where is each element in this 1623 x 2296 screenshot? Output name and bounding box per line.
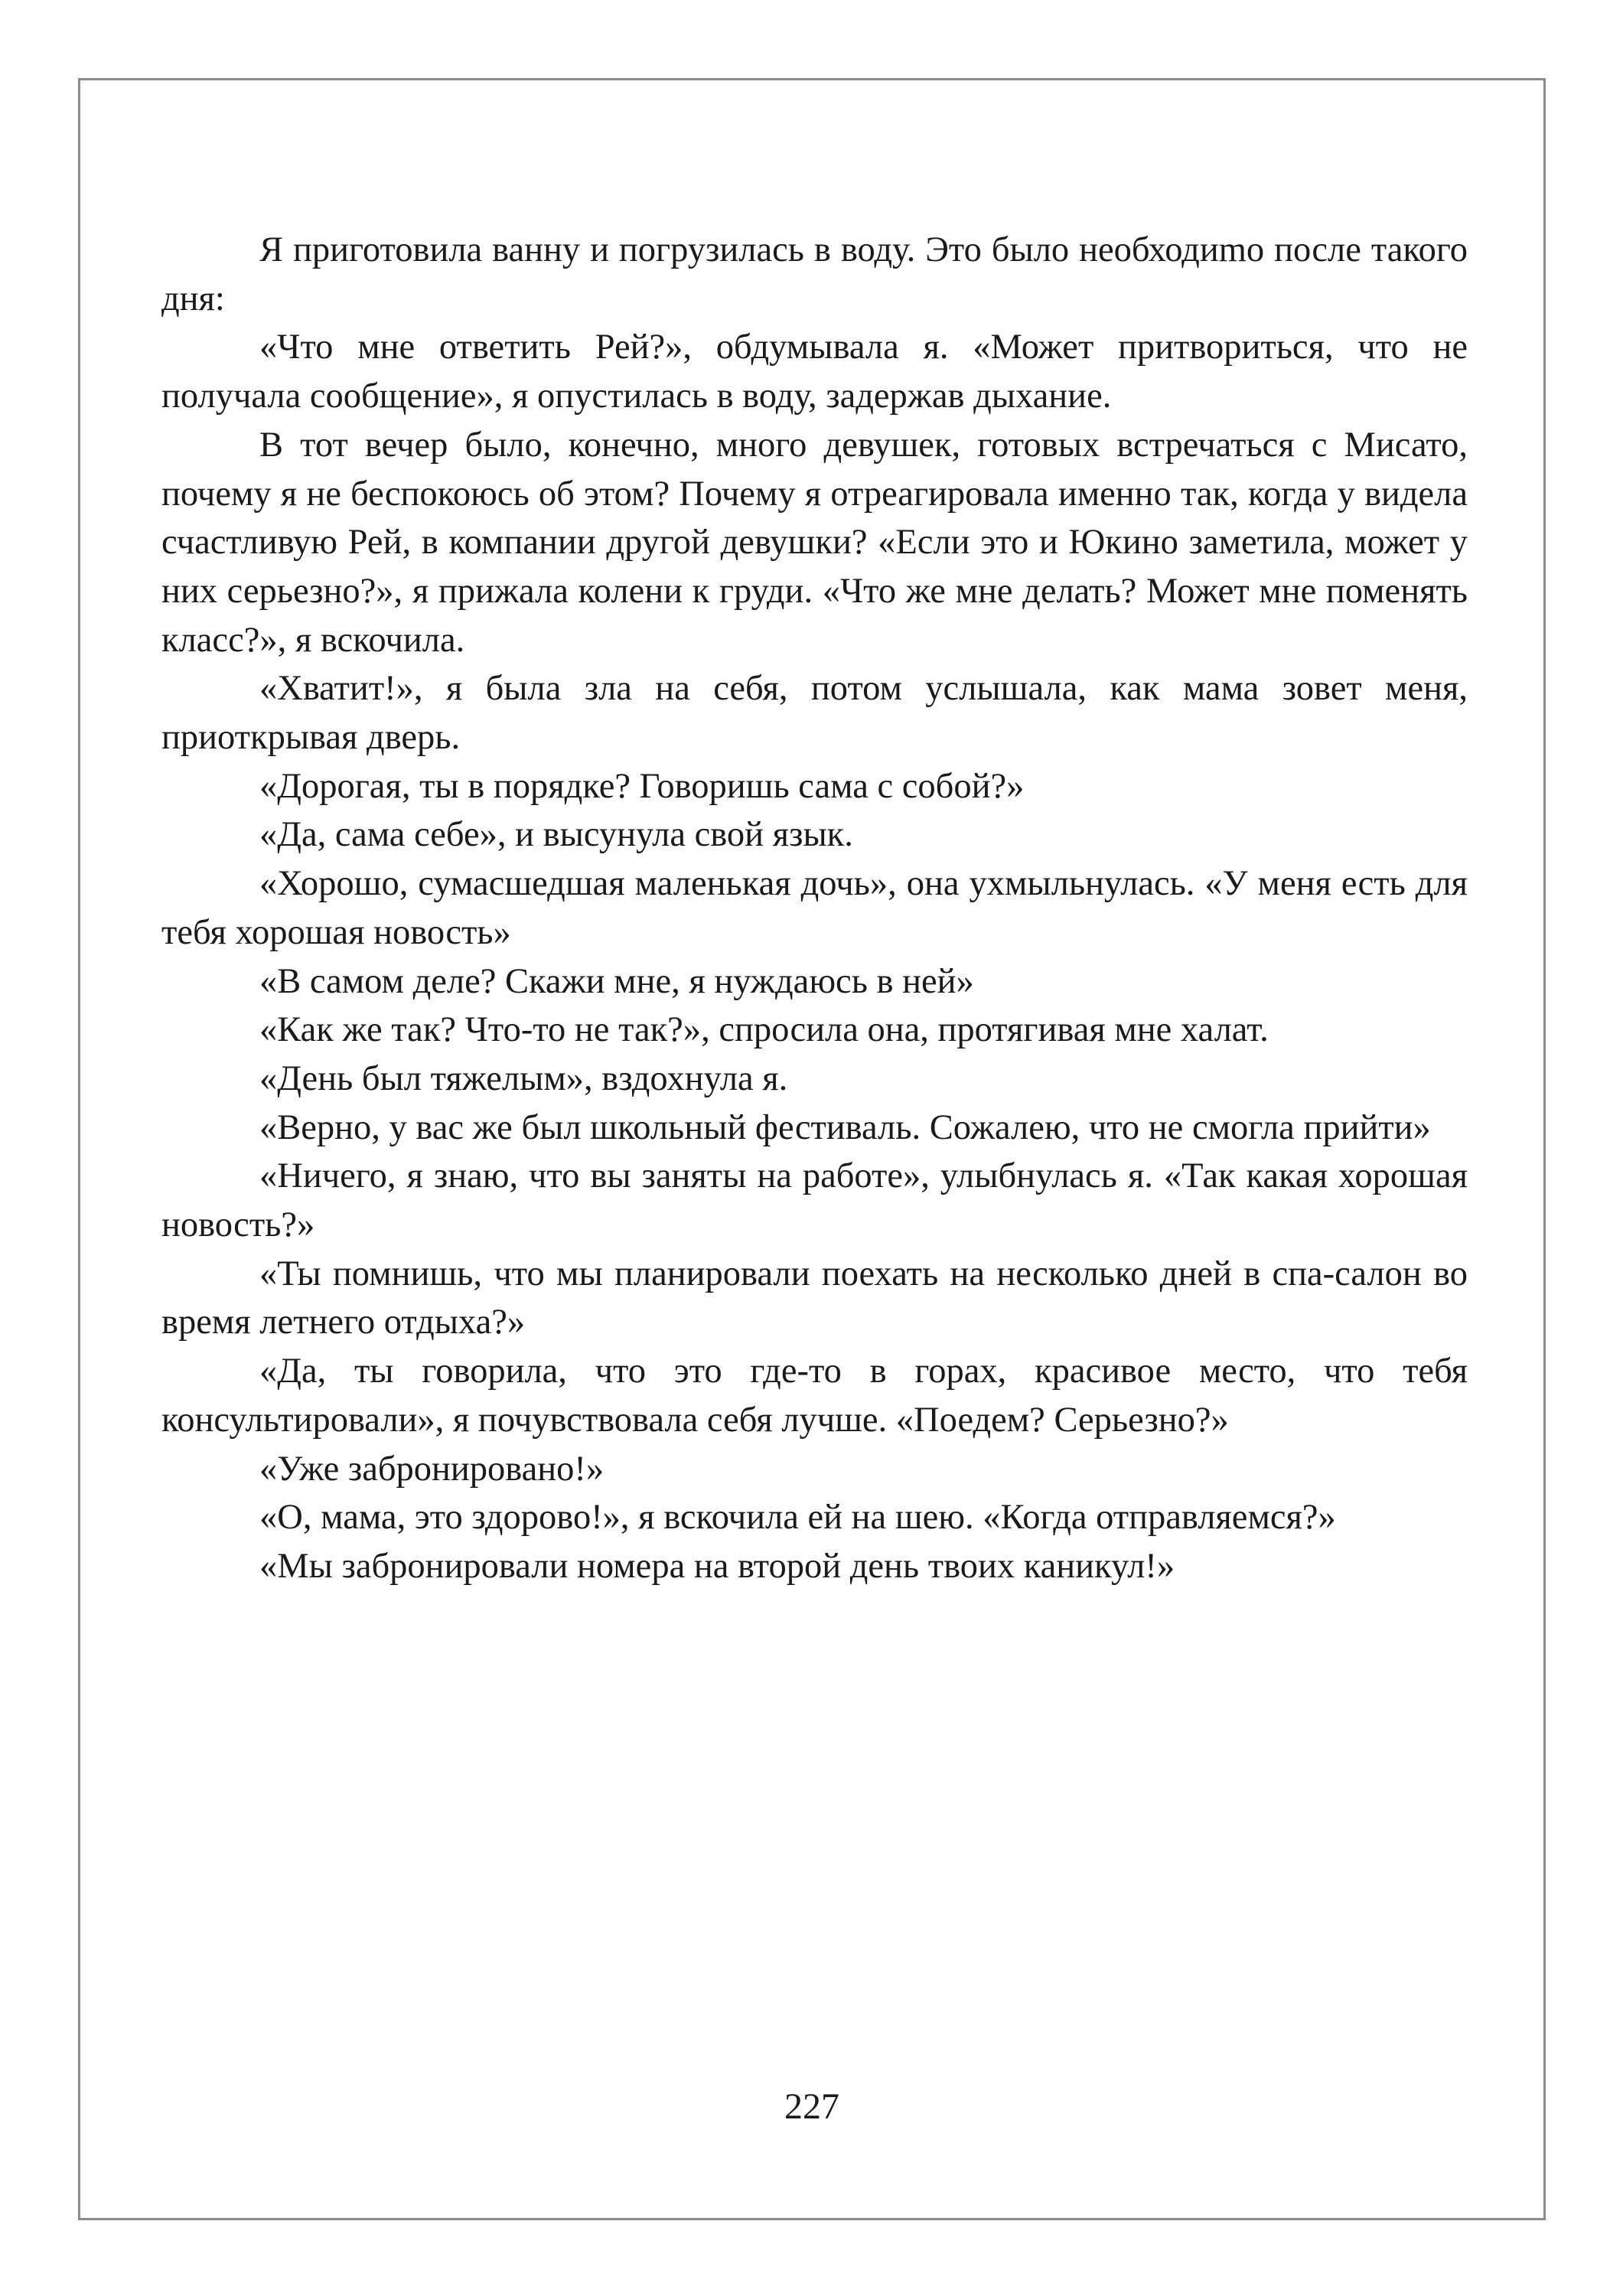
paragraph: «Как же так? Что-то не так?», спросила она, протягивая мне халат. xyxy=(259,1010,1269,1050)
paragraph: «Уже забронировано!» xyxy=(259,1449,605,1489)
paragraph: «О, мама, это здорово!», я вскочила ей на шею. «Когда отправляемся?» xyxy=(259,1498,1336,1538)
paragraph: В тот вечер было, конечно, много девушек, готовых встречаться с Мисато, почему я не беспокоюсь об этом? Почему я отреагировала именно так, когда у видела счастливую Рей, в компании другой девушки? «Если это и Юкино заметила, может у них серьезно?», я прижала колени к груди. «Что же мне делать? Может мне поменять класс?», я вскочила. xyxy=(161,425,1468,660)
paragraph: «Ты помнишь, что мы планировали поехать на несколько дней в спа-салон во время летнего отдыха?» xyxy=(161,1254,1468,1342)
paragraph: «Что мне ответить Рей?», обдумывала я. «Может притвориться, что не получала сообщение», я опустилась в воду, задержав дыхание. xyxy=(161,328,1468,416)
paragraph: «Хватит!», я была зла на себя, потом услышала, как мама зовет меня, приоткрывая дверь. xyxy=(161,669,1468,758)
paragraph: «Да, сама себе», и высунула свой язык. xyxy=(259,815,853,855)
paragraph: «В самом деле? Скажи мне, я нуждаюсь в ней» xyxy=(259,961,974,1001)
paragraph: «День был тяжелым», вздохнула я. xyxy=(259,1058,788,1098)
paragraph: «Ничего, я знаю, что вы заняты на работе», улыбнулась я. «Так какая хорошая новость?» xyxy=(161,1156,1468,1245)
paragraph: Я приготовила ванну и погрузилась в воду. Это было необходиmo после такого дня: xyxy=(161,230,1468,318)
paragraph: «Верно, у вас же был школьный фестиваль. Сожалею, что не смогла прийти» xyxy=(259,1107,1431,1147)
paragraph: «Дорогая, ты в порядке? Говоришь сама с собой?» xyxy=(259,766,1025,806)
page-frame xyxy=(78,78,1546,2220)
paragraph: «Мы забронировали номера на второй день твоих каникул!» xyxy=(259,1546,1175,1586)
paragraph: «Да, ты говорила, что это где-то в горах, красивое место, что тебя консультировали», я почувствовала себя лучше. «Поедем? Серьезно?» xyxy=(161,1352,1468,1440)
page-number: 227 xyxy=(784,2086,839,2127)
body-text xyxy=(161,226,1468,1591)
paragraph: «Хорошо, сумасшедшая маленькая дочь», она ухмыльнулась. «У меня есть для тебя хорошая новость» xyxy=(161,864,1468,952)
